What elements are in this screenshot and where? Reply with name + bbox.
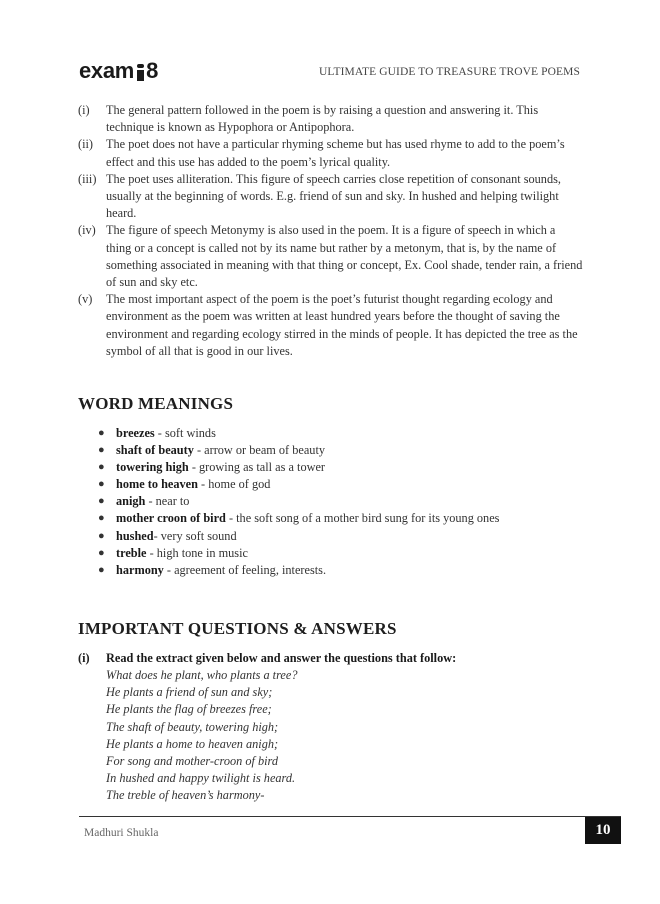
page-number: 10 xyxy=(585,817,621,844)
list-item xyxy=(98,510,499,527)
poem-line: The treble of heaven’s harmony- xyxy=(106,788,265,803)
list-item xyxy=(98,476,499,493)
item-number: (iii) xyxy=(78,171,97,186)
term: treble xyxy=(116,545,147,560)
item-text: The poet does not have a particular rhyming scheme but has used rhyme to add to the poem’s effect and this use has added to the poem’s lyrical quality. xyxy=(106,137,565,169)
term: home to heaven xyxy=(116,477,198,492)
item-number: (v) xyxy=(78,292,93,307)
list-item xyxy=(78,291,583,360)
question-instruction: Read the extract given below and answer the questions that follow: xyxy=(106,651,457,665)
question-number: (i) xyxy=(78,651,90,665)
meaning: agreement of feeling, interests. xyxy=(174,562,327,577)
separator: - xyxy=(145,494,156,509)
list-item xyxy=(98,442,499,459)
separator: - xyxy=(153,528,161,543)
meaning: growing as tall as a tower xyxy=(199,460,326,475)
meaning: soft winds xyxy=(164,426,216,440)
meaning: the soft song of a mother bird sung for its young ones xyxy=(236,511,500,526)
poem-line: He plants the flag of breezes free; xyxy=(106,702,272,717)
footer-divider xyxy=(79,816,621,817)
bullet-icon: ● xyxy=(98,563,105,576)
term: mother croon of bird xyxy=(116,511,226,526)
separator: - xyxy=(146,545,157,560)
bullet-icon: ● xyxy=(98,444,105,457)
item-text: The most important aspect of the poem is the poet’s futurist thought regarding ecology and environment as the poem was written at least hundred years before the thought of saving the environment and regarding ecology stirred in the minds of people. It has depicted the tree as the symbol of all that is good in our lives. xyxy=(106,292,578,358)
poem-extract xyxy=(106,667,583,805)
item-text: The poet uses alliteration. This figure of speech carries close repetition of consonant sounds, usually at the beginning of words. E.g. friend of sun and sky. In hushed and helping twilight heard. xyxy=(106,171,561,221)
poem-line: For song and mother-croon of bird xyxy=(106,754,279,769)
meaning: arrow or beam of beauty xyxy=(204,443,326,458)
logo-text: exam xyxy=(79,58,135,83)
separator: - xyxy=(163,562,175,577)
item-number: (iv) xyxy=(78,223,96,238)
poem-line: He plants a friend of sun and sky; xyxy=(106,685,273,700)
devices-list xyxy=(78,102,583,360)
meaning: home of god xyxy=(208,477,271,492)
meaning: very soft sound xyxy=(160,528,237,543)
list-item xyxy=(98,459,499,476)
list-item xyxy=(98,425,499,442)
separator: - xyxy=(197,477,209,492)
question-block xyxy=(78,650,583,805)
separator: - xyxy=(188,460,200,475)
separator: - xyxy=(225,511,237,526)
bullet-icon: ● xyxy=(98,461,105,474)
word-meanings-heading: WORD MEANINGS xyxy=(78,394,234,413)
bullet-icon: ● xyxy=(98,495,105,508)
item-text: The figure of speech Metonymy is also used in the poem. It is a figure of speech in which a thing or a concept is called not by its name but rather by a metonym, that is, by the name of something associated in meaning with that thing or concept, Ex. Cool shade, tender rain, a friend of sun and sky etc. xyxy=(106,223,583,290)
question-row xyxy=(78,650,583,667)
term: shaft of beauty xyxy=(116,443,194,458)
term: breezes xyxy=(116,426,155,440)
footer-author: Madhuri Shukla xyxy=(84,827,159,839)
bullet-icon: ● xyxy=(98,427,105,439)
term: towering high xyxy=(116,460,189,475)
poem-line: The shaft of beauty, towering high; xyxy=(106,719,279,734)
literary-devices xyxy=(78,102,583,360)
term: harmony xyxy=(116,562,164,577)
list-item xyxy=(98,545,499,562)
logo-suffix: 8 xyxy=(146,58,159,83)
list-item xyxy=(98,493,499,510)
meaning: high tone in music xyxy=(156,545,248,560)
term: anigh xyxy=(116,494,146,509)
word-meanings-list xyxy=(98,425,499,579)
bullet-icon: ● xyxy=(98,546,105,559)
poem-line: What does he plant, who plants a tree? xyxy=(106,668,298,682)
logo-mark-icon xyxy=(136,64,145,81)
item-number: (i) xyxy=(78,103,90,117)
bullet-icon: ● xyxy=(98,478,105,491)
list-item xyxy=(98,562,499,579)
bullet-icon: ● xyxy=(98,529,105,542)
item-text: The general pattern followed in the poem is by raising a question and answering it. This technique is known as Hypophora or Antipophora. xyxy=(106,103,539,135)
list-item xyxy=(78,136,583,170)
exam18-logo xyxy=(79,58,158,84)
header-title: ULTIMATE GUIDE TO TREASURE TROVE POEMS xyxy=(319,66,580,78)
list-item xyxy=(78,171,583,223)
list-item xyxy=(98,528,499,545)
list-item xyxy=(78,102,583,136)
poem-line: In hushed and happy twilight is heard. xyxy=(106,771,296,786)
item-number: (ii) xyxy=(78,137,94,152)
meaning: near to xyxy=(155,494,190,509)
term: hushed xyxy=(116,528,154,543)
separator: - xyxy=(193,443,205,458)
list-item xyxy=(78,222,583,291)
bullet-icon: ● xyxy=(98,512,105,525)
separator: - xyxy=(154,426,165,440)
important-questions-heading: IMPORTANT QUESTIONS & ANSWERS xyxy=(78,619,397,638)
poem-line: He plants a home to heaven anigh; xyxy=(106,736,279,751)
